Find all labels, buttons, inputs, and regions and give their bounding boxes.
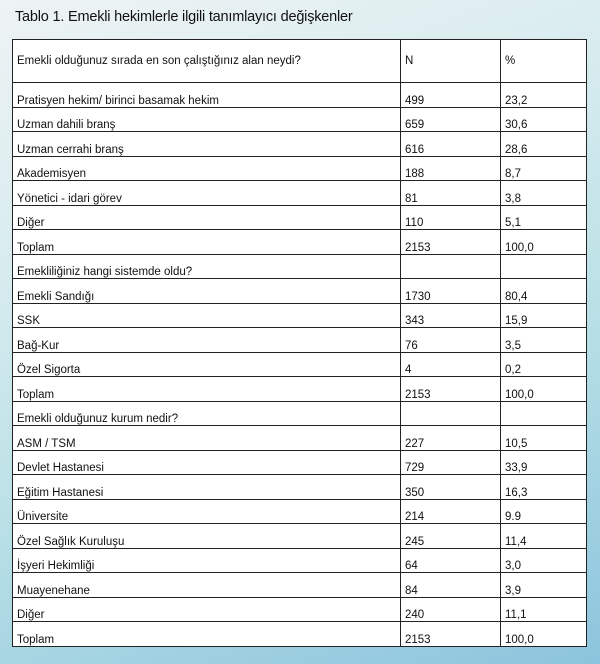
table-row — [13, 597, 587, 622]
row-label: Toplam — [13, 230, 401, 255]
row-pct: 100,0 — [501, 230, 587, 255]
table-row — [13, 548, 587, 573]
table-row — [13, 426, 587, 451]
row-pct: 0,2 — [501, 352, 587, 377]
section-question: Emekliliğiniz hangi sistemde oldu? — [13, 254, 401, 279]
table-row — [13, 499, 587, 524]
table-row — [13, 328, 587, 353]
table-row — [13, 475, 587, 500]
row-n: 188 — [401, 156, 501, 181]
table-row — [13, 524, 587, 549]
row-label: Yönetici - idari görev — [13, 181, 401, 206]
row-pct: 16,3 — [501, 475, 587, 500]
row-label: Toplam — [13, 622, 401, 647]
row-label: İşyeri Hekimliği — [13, 548, 401, 573]
row-label: Uzman dahili branş — [13, 107, 401, 132]
row-label: Uzman cerrahi branş — [13, 132, 401, 157]
row-label: Özel Sağlık Kuruluşu — [13, 524, 401, 549]
table-row — [13, 107, 587, 132]
row-n: 227 — [401, 426, 501, 451]
row-pct: 28,6 — [501, 132, 587, 157]
row-pct: 23,2 — [501, 83, 587, 108]
row-label: SSK — [13, 303, 401, 328]
row-n: 245 — [401, 524, 501, 549]
table-row — [13, 352, 587, 377]
row-pct: 3,8 — [501, 181, 587, 206]
section-n-empty — [401, 401, 501, 426]
row-n: 2153 — [401, 230, 501, 255]
row-n: 240 — [401, 597, 501, 622]
row-label: Bağ-Kur — [13, 328, 401, 353]
row-n: 214 — [401, 499, 501, 524]
table-row — [13, 132, 587, 157]
table-title: Tablo 1. Emekli hekimlerle ilgili tanımlayıcı değişkenler — [15, 9, 353, 25]
row-n: 1730 — [401, 279, 501, 304]
row-n: 4 — [401, 352, 501, 377]
row-n: 76 — [401, 328, 501, 353]
section-n-empty — [401, 254, 501, 279]
table-row — [13, 83, 587, 108]
row-pct: 30,6 — [501, 107, 587, 132]
table-row — [13, 181, 587, 206]
table-row — [13, 156, 587, 181]
row-n: 2153 — [401, 377, 501, 402]
row-label: Özel Sigorta — [13, 352, 401, 377]
row-n: 64 — [401, 548, 501, 573]
row-pct: 11,1 — [501, 597, 587, 622]
section-header-row — [13, 401, 587, 426]
table-row — [13, 279, 587, 304]
row-pct: 33,9 — [501, 450, 587, 475]
row-n: 616 — [401, 132, 501, 157]
row-label: Üniversite — [13, 499, 401, 524]
header-question: Emekli olduğunuz sırada en son çalıştığınız alan neydi? — [13, 40, 401, 83]
row-label: Devlet Hastanesi — [13, 450, 401, 475]
table-row — [13, 205, 587, 230]
row-pct: 5,1 — [501, 205, 587, 230]
header-pct: % — [501, 40, 587, 83]
table-row — [13, 230, 587, 255]
row-pct: 10,5 — [501, 426, 587, 451]
row-label: Pratisyen hekim/ birinci basamak hekim — [13, 83, 401, 108]
row-pct: 15,9 — [501, 303, 587, 328]
row-label: Toplam — [13, 377, 401, 402]
row-n: 343 — [401, 303, 501, 328]
row-label: Diğer — [13, 597, 401, 622]
row-n: 350 — [401, 475, 501, 500]
row-n: 81 — [401, 181, 501, 206]
header-n: N — [401, 40, 501, 83]
table-row — [13, 303, 587, 328]
row-pct: 8,7 — [501, 156, 587, 181]
row-n: 499 — [401, 83, 501, 108]
table-row — [13, 377, 587, 402]
row-n: 84 — [401, 573, 501, 598]
row-label: Muayenehane — [13, 573, 401, 598]
section-header-row — [13, 254, 587, 279]
row-n: 729 — [401, 450, 501, 475]
row-pct: 100,0 — [501, 622, 587, 647]
descriptive-table — [12, 39, 587, 647]
header-row — [13, 40, 587, 83]
row-label: ASM / TSM — [13, 426, 401, 451]
row-n: 2153 — [401, 622, 501, 647]
row-pct: 100,0 — [501, 377, 587, 402]
row-pct: 3,5 — [501, 328, 587, 353]
row-pct: 3,0 — [501, 548, 587, 573]
section-pct-empty — [501, 254, 587, 279]
row-label: Eğitim Hastanesi — [13, 475, 401, 500]
table-body — [13, 40, 587, 647]
table-row — [13, 573, 587, 598]
row-pct: 9.9 — [501, 499, 587, 524]
section-pct-empty — [501, 401, 587, 426]
row-pct: 80,4 — [501, 279, 587, 304]
row-n: 659 — [401, 107, 501, 132]
row-n: 110 — [401, 205, 501, 230]
row-pct: 11,4 — [501, 524, 587, 549]
row-pct: 3,9 — [501, 573, 587, 598]
row-label: Akademisyen — [13, 156, 401, 181]
table-row — [13, 450, 587, 475]
row-label: Diğer — [13, 205, 401, 230]
table-row — [13, 622, 587, 647]
row-label: Emekli Sandığı — [13, 279, 401, 304]
section-question: Emekli olduğunuz kurum nedir? — [13, 401, 401, 426]
